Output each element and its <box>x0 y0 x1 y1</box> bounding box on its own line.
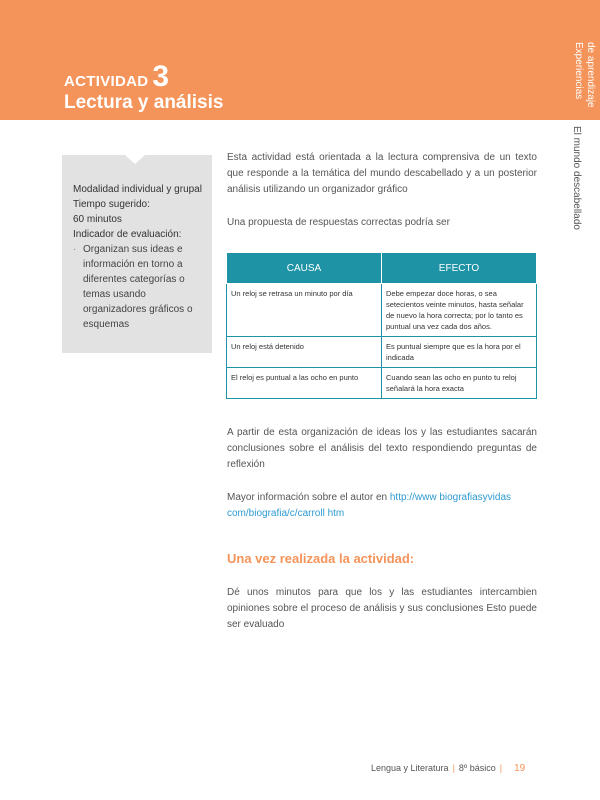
tiempo-value: 60 minutos <box>73 214 122 225</box>
side-tab-line1: Experiencias <box>573 42 584 100</box>
table-row <box>227 337 537 368</box>
footer-separator: | <box>452 763 455 773</box>
section-heading: Una vez realizada la actividad: <box>227 551 415 566</box>
activity-word: ACTIVIDAD <box>64 73 149 90</box>
more-info-paragraph <box>227 490 537 522</box>
info-box-content <box>73 182 209 332</box>
page-number: 19 <box>514 763 526 774</box>
activity-title: Lectura y análisis <box>64 92 224 113</box>
proposal-text: Una propuesta de respuestas correctas podría ser <box>227 217 450 228</box>
author-link[interactable]: http://www biografiasyvidas com/biografia/c/carroll htm <box>227 492 512 519</box>
indicador-item <box>73 242 209 332</box>
footer-subject: Lengua y Literatura <box>371 763 449 773</box>
info-box-notch <box>125 155 145 164</box>
footer-separator: | <box>499 763 503 773</box>
indicador-item-text: Organizan sus ideas e información en torno a diferentes categorías o temas usando organizadores gráficos o esquemas <box>83 244 193 330</box>
chapter-label: El mundo descabellado <box>571 126 582 230</box>
table-header-causa: CAUSA <box>227 253 382 284</box>
side-tab-line2: de aprendizaje <box>585 42 596 108</box>
more-info-text: Mayor información sobre el autor en <box>227 492 388 503</box>
table-row <box>227 284 537 337</box>
modalidad-text: Modalidad individual y grupal <box>73 184 202 195</box>
intro-paragraph: Esta actividad está orientada a la lectura comprensiva de un texto que responde a la temática del mundo descabellado y a un posterior análisis utilizando un organizador gráfico <box>227 152 537 195</box>
table-header-efecto: EFECTO <box>382 253 537 284</box>
footer <box>371 763 525 774</box>
table-cell: Es puntual siempre que es la hora por el indicada <box>382 337 537 368</box>
footer-grade: 8º básico <box>458 763 496 773</box>
cause-effect-table <box>226 252 537 399</box>
activity-label <box>64 60 169 94</box>
activity-number: 3 <box>152 60 170 93</box>
table-cell: El reloj es puntual a las ocho en punto <box>227 368 382 399</box>
indicador-label: Indicador de evaluación: <box>73 229 182 240</box>
tiempo-label: Tiempo sugerido: <box>73 199 150 210</box>
table-cell: Un reloj está detenido <box>227 337 382 368</box>
table-cell: Un reloj se retrasa un minuto por día <box>227 284 382 337</box>
closing-paragraph: Dé unos minutos para que los y las estudiantes intercambien opiniones sobre el proceso de análisis y sus conclusiones Esto puede ser evaluado <box>227 587 537 630</box>
table-cell: Debe empezar doce horas, o sea setecientos veinte minutos, hasta señalar de nuevo la hora correcta; por lo tanto es puntual una vez cada dos años. <box>382 284 537 337</box>
table-row <box>227 368 537 399</box>
conclusion-paragraph: A partir de esta organización de ideas los y las estudiantes sacarán conclusiones sobre el análisis del texto respondiendo preguntas de reflexión <box>227 427 537 470</box>
bullet-icon: · <box>73 244 77 255</box>
table-cell: Cuando sean las ocho en punto tu reloj señalará la hora exacta <box>382 368 537 399</box>
